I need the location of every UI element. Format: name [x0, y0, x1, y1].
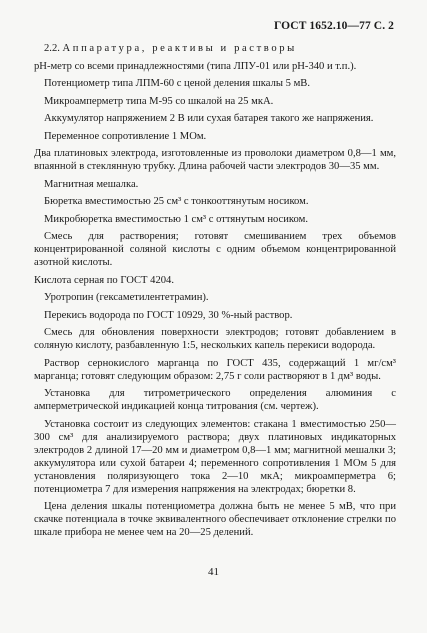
section-heading	[34, 42, 396, 55]
paragraph-list	[34, 60, 396, 540]
running-header: ГОСТ 1652.10—77 С. 2	[273, 20, 394, 32]
paragraph: Кислота серная по ГОСТ 4204.	[34, 274, 174, 286]
paragraph: Установка состоит из следующих элементов: стакана 1 вместимостью 250—300 см³ для анализируемого раствора; двух платиновых индикаторных электродов 2 длиной 17—20 мм и диаметром 0,8—1 мм; магнитной мешалки 3; аккумулятора или сухой батареи 4; переменного сопротивления 1 МОм 5 для установления поляризующего тока 2—10 мкА; микроамперметра 6; потенциометра 7 для измерения напряжения на электродах; бюретки 8.	[34, 418, 396, 495]
paragraph: Уротропин (гексаметилентетрамин).	[44, 292, 209, 303]
paragraph: Перекись водорода по ГОСТ 10929, 30 %-ный раствор.	[44, 309, 293, 321]
paragraph: Установка для титрометрического определения алюминия с амперметрической индикацией конца титрования (см. чертеж).	[34, 388, 396, 412]
paragraph: Бюретка вместимостью 25 см³ с тонкооттянутым носиком.	[44, 196, 309, 207]
page-number: 41	[208, 566, 219, 578]
section-number: 2.2.	[44, 43, 60, 54]
paragraph: Раствор сернокислого марганца по ГОСТ 435, содержащий 1 мг/см³ марганца; готовят следующим образом: 2,75 г соли растворяют в 1 дм³ воды.	[34, 357, 396, 382]
section-body	[34, 42, 396, 544]
paragraph: Переменное сопротивление 1 МОм.	[44, 130, 207, 142]
paragraph: Микробюретка вместимостью 1 см³ с оттянутым носиком.	[44, 213, 308, 225]
paragraph: Два платиновых электрода, изготовленные из проволоки диаметром 0,8—1 мм, впаянной в стеклянную трубку. Длина рабочей части электродов 30—35 мм.	[34, 148, 396, 172]
paragraph: Смесь для обновления поверхности электродов; готовят добавлением в соляную кислоту, разбавленную 1:5, нескольких капель перекиси водорода.	[34, 327, 396, 351]
paragraph: Микроамперметр типа М-95 со шкалой на 25 мкА.	[44, 95, 274, 107]
section-title: Аппаратура, реактивы и растворы	[62, 43, 297, 54]
paragraph: pH-метр со всеми принадлежностями (типа ЛПУ-01 или pH-340 и т.п.).	[34, 60, 357, 72]
paragraph: Аккумулятор напряжением 2 В или сухая батарея такого же напряжения.	[44, 113, 374, 124]
paragraph: Смесь для растворения; готовят смешиванием трех объемов концентрированной соляной кислоты с одним объемом концентрированной азотной кислоты.	[34, 231, 396, 268]
paragraph: Цена деления шкалы потенциометра должна быть не менее 5 мВ, что при скачке потенциала в точке эквивалентного обеспечивает отклонение стрелки по шкале прибора не менее чем на 20—25 делений.	[34, 501, 396, 538]
paragraph: Потенциометр типа ЛПМ-60 с ценой деления шкалы 5 мВ.	[44, 78, 310, 89]
paragraph: Магнитная мешалка.	[44, 178, 139, 190]
